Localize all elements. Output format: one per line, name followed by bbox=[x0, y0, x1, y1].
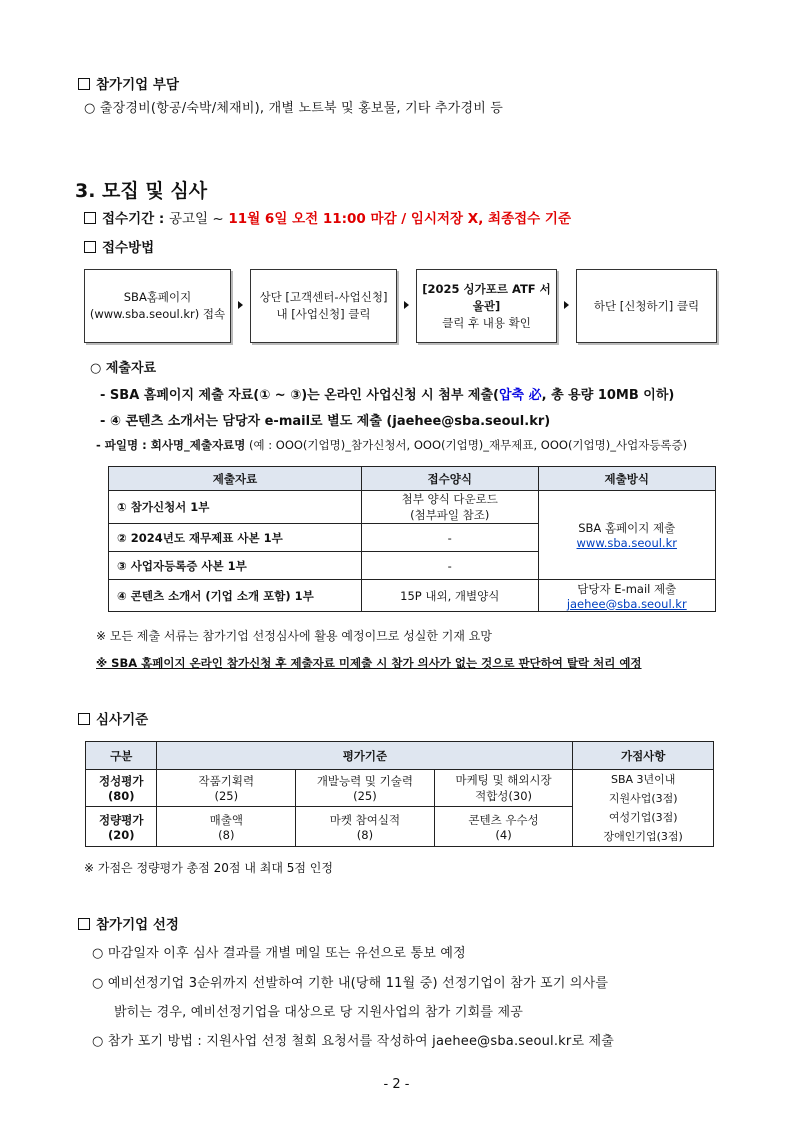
table-row: ① 참가신청서 1부 첨부 양식 다운로드 (첨부파일 참조) SBA 홈페이지 제출 www.sba.seoul.kr bbox=[109, 491, 716, 524]
flow-step-2: 상단 [고객센터-사업신청] 내 [사업신청] 클릭 bbox=[250, 269, 397, 343]
flow-step-4: 하단 [신청하기] 클릭 bbox=[576, 269, 717, 343]
note-2: ※ SBA 홈페이지 온라인 참가신청 후 제출자료 미제출 시 참가 의사가 없는 것으로 판단하여 탈락 처리 예정 bbox=[96, 656, 642, 670]
email-link[interactable]: jaehee@sba.seoul.kr bbox=[566, 596, 687, 611]
table-header: 접수양식 bbox=[361, 467, 538, 491]
flow-step-3: [2025 싱가포르 ATF 서울관] 클릭 후 내용 확인 bbox=[416, 269, 557, 343]
flow-step-1: SBA홈페이지 (www.sba.seoul.kr) 접속 bbox=[84, 269, 231, 343]
submit-line-1: - SBA 홈페이지 제출 자료(① ~ ③)는 온라인 사업신청 시 첨부 제출(압축 必, 총 용량 10MB 이하) bbox=[100, 388, 675, 403]
criteria-heading: 심사기준 bbox=[78, 708, 148, 728]
submit-line-2: - ④ 콘텐츠 소개서는 담당자 e-mail로 별도 제출 (jaehee@sba.seoul.kr) bbox=[100, 414, 551, 429]
arrow-right-icon bbox=[564, 301, 569, 309]
circle-bullet-icon: ○ bbox=[84, 101, 96, 116]
submit-method-sba: SBA 홈페이지 제출 www.sba.seoul.kr bbox=[538, 491, 715, 580]
burden-item: ○ 출장경비(항공/숙박/체재비), 개별 노트북 및 홍보물, 기타 추가경비 등 bbox=[84, 101, 504, 116]
table-row: 정성평가 (80) 작품기획력 (25) 개발능력 및 기술력 (25) 마케팅 및 해외시장 적합성(30) SBA 3년이내 지원사업(3점) 여성기업(3점) 장애인기업(3점) bbox=[86, 770, 714, 807]
submit-table bbox=[108, 466, 716, 612]
table-row: ② 2024년도 재무제표 사본 1부 - bbox=[109, 524, 716, 552]
criteria-note: ※ 가점은 정량평가 총점 20점 내 최대 5점 인정 bbox=[84, 861, 333, 875]
table-header: 제출방식 bbox=[538, 467, 715, 491]
checkbox-square-icon bbox=[78, 78, 90, 90]
circle-bullet-icon: ○ bbox=[92, 946, 104, 961]
checkbox-square-icon bbox=[78, 918, 90, 930]
bonus-cell: SBA 3년이내 지원사업(3점) 여성기업(3점) 장애인기업(3점) bbox=[573, 770, 714, 847]
submit-heading: ○ 제출자료 bbox=[90, 361, 157, 376]
page-number: - 2 - bbox=[383, 1077, 410, 1092]
period-line: 접수기간 : 공고일 ~ 11월 6일 오전 11:00 마감 / 임시저장 X, 최종접수 기준 bbox=[84, 207, 571, 227]
note-1: ※ 모든 제출 서류는 참가기업 선정심사에 활용 예정이므로 성실한 기재 요망 bbox=[96, 629, 492, 643]
section-title: 3. 모집 및 심사 bbox=[75, 180, 208, 202]
burden-heading: 참가기업 부담 bbox=[78, 73, 179, 93]
checkbox-square-icon bbox=[84, 241, 96, 253]
selection-item-1: ○ 마감일자 이후 심사 결과를 개별 메일 또는 유선으로 통보 예정 bbox=[92, 946, 466, 961]
criteria-table: 구분 평가기준 가점사항 정성평가 (80) 작품기획력 (25) 개발능력 및 기술력 (25) 마케팅 및 해외시장 적합성(30) SBA 3년이내 지원사업(3점) 여성기업(3점) 장애인기업(3점) 정량평가 (20) 매출액 (8) 마켓 참여실적 (8) 콘텐츠 우수성 (4) bbox=[85, 741, 714, 847]
circle-bullet-icon: ○ bbox=[90, 361, 102, 376]
selection-item-2: ○ 예비선정기업 3순위까지 선발하여 기한 내(당해 11월 중) 선정기업이 참가 포기 의사를 bbox=[92, 976, 609, 991]
selection-heading: 참가기업 선정 bbox=[78, 913, 179, 933]
table-row: 정량평가 (20) 매출액 (8) 마켓 참여실적 (8) 콘텐츠 우수성 (4) bbox=[86, 807, 714, 847]
method-heading: 접수방법 bbox=[84, 236, 154, 256]
arrow-right-icon bbox=[238, 301, 243, 309]
filename-line: - 파일명 : 회사명_제출자료명 (예 : OOO(기업명)_참가신청서, OOO(기업명)_재무제표, OOO(기업명)_사업자등록증) bbox=[96, 438, 688, 452]
selection-item-3: ○ 참가 포기 방법 : 지원사업 선정 철회 요청서를 작성하여 jaehee@sba.seoul.kr로 제출 bbox=[92, 1034, 615, 1049]
checkbox-square-icon bbox=[78, 713, 90, 725]
circle-bullet-icon: ○ bbox=[92, 976, 104, 991]
table-row: ③ 사업자등록증 사본 1부 - bbox=[109, 552, 716, 580]
submit-method-mail: 담당자 E-mail 제출 jaehee@sba.seoul.kr bbox=[538, 580, 715, 612]
table-row: ④ 콘텐츠 소개서 (기업 소개 포함) 1부 15P 내외, 개별양식 담당자 E-mail 제출 jaehee@sba.seoul.kr bbox=[109, 580, 716, 612]
arrow-right-icon bbox=[404, 301, 409, 309]
table-header: 제출자료 bbox=[109, 467, 362, 491]
sba-website-link[interactable]: www.sba.seoul.kr bbox=[576, 536, 677, 550]
selection-item-2-cont: 밝히는 경우, 예비선정기업을 대상으로 당 지원사업의 참가 기회를 제공 bbox=[114, 1005, 523, 1020]
checkbox-square-icon bbox=[84, 212, 96, 224]
circle-bullet-icon: ○ bbox=[92, 1034, 104, 1049]
